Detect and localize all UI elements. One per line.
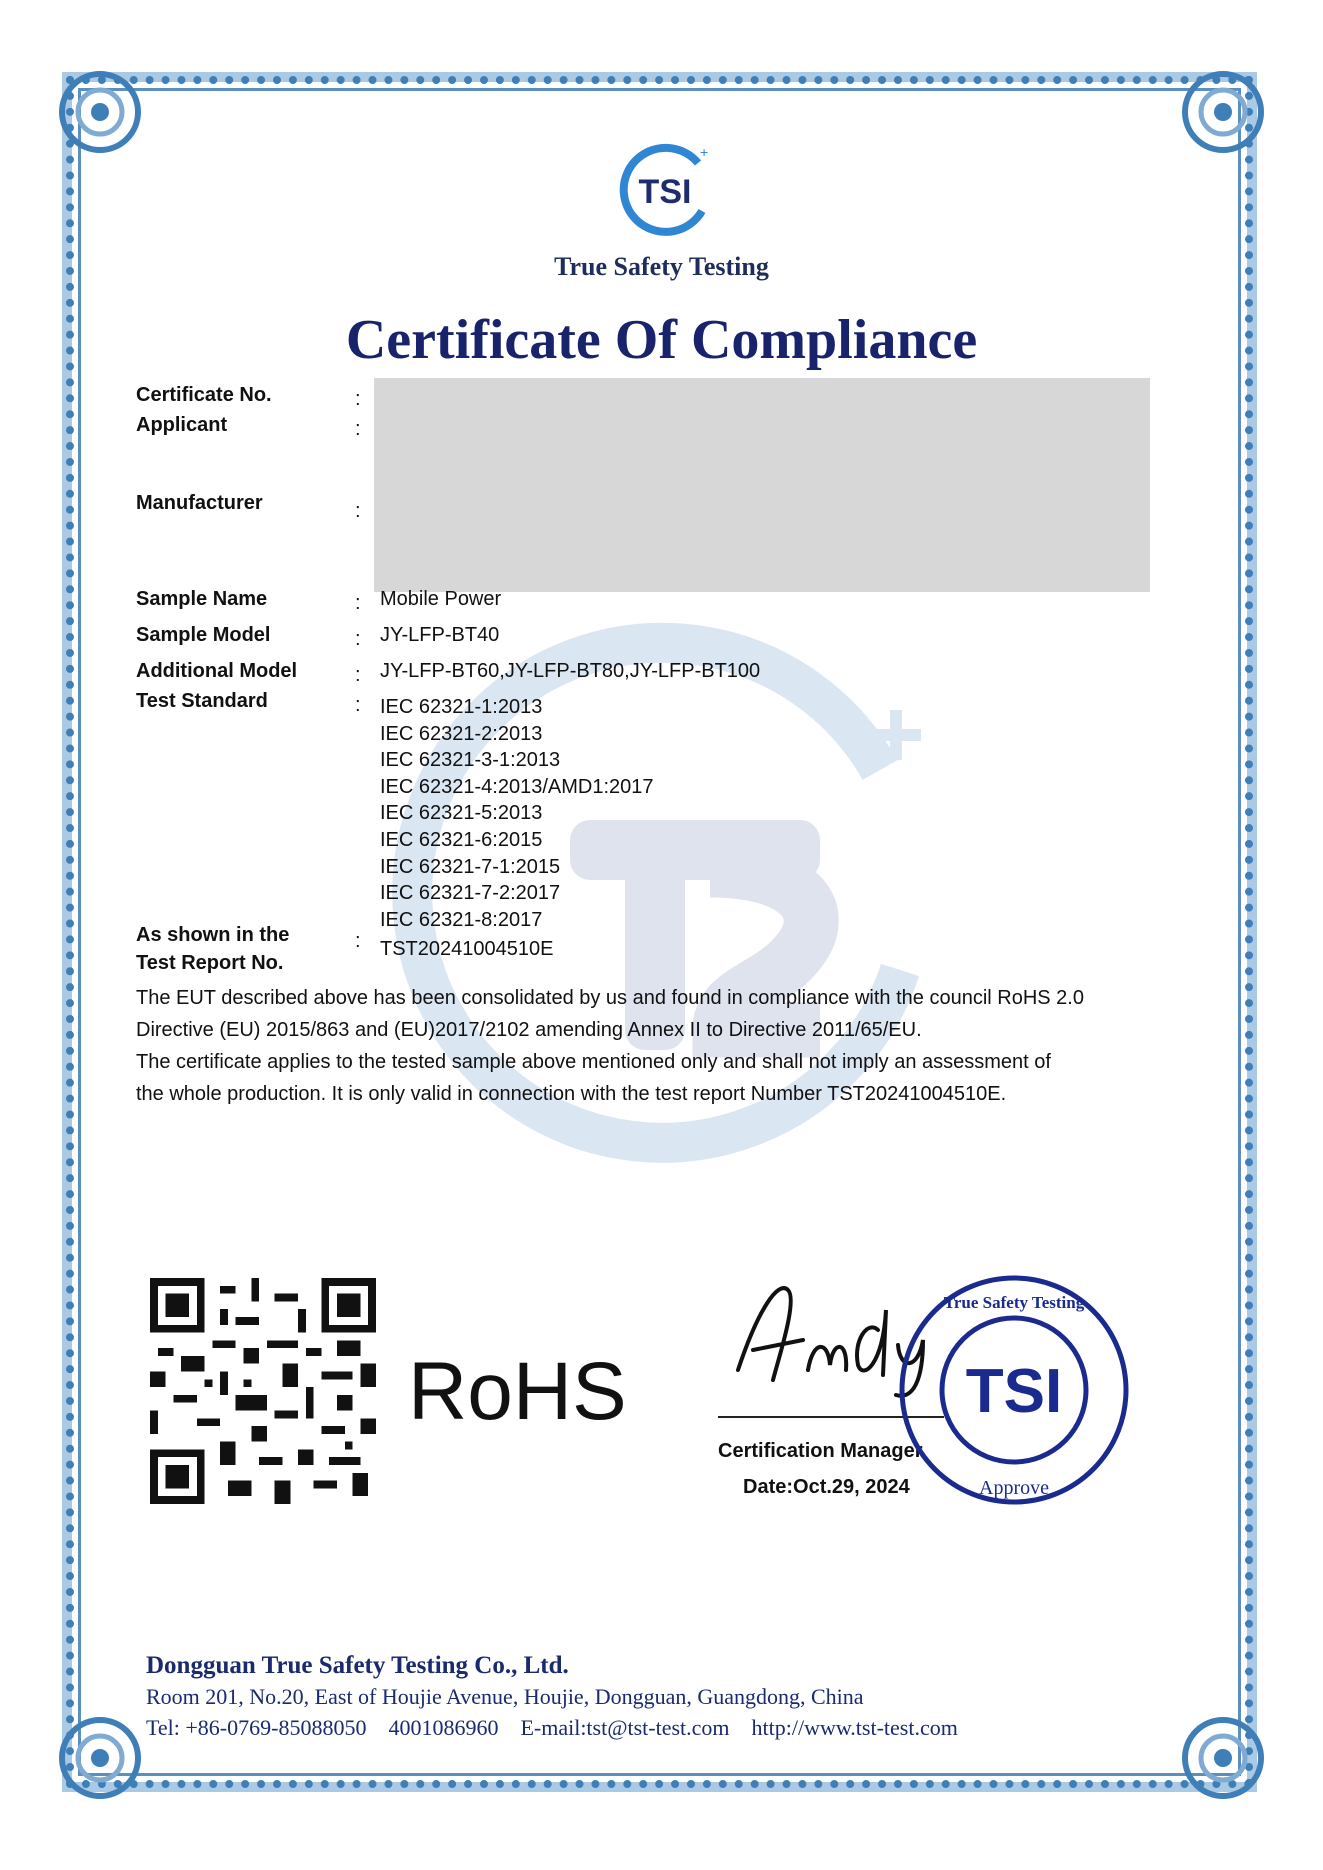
test-report-label-line1: As shown in the: [136, 924, 290, 946]
qr-code-icon: [150, 1278, 376, 1504]
svg-text:Approve: Approve: [979, 1477, 1049, 1499]
compliance-statement-line1: The EUT described above has been consolidated by us and found in compliance with the council RoHS 2.0: [136, 987, 1084, 1009]
colon: :: [355, 388, 361, 410]
signature-date: Date:Oct.29, 2024: [743, 1476, 910, 1498]
test-report-label-line2: Test Report No.: [136, 952, 284, 974]
svg-text:True Safety Testing: True Safety Testing: [943, 1293, 1085, 1312]
certificate-no-label: Certificate No.: [136, 384, 272, 406]
colon: :: [355, 694, 361, 716]
svg-text:TSI: TSI: [965, 1357, 1063, 1426]
standard-item: IEC 62321-7-1:2015: [380, 855, 561, 878]
company-seal-icon: [896, 1272, 1132, 1508]
colon: :: [355, 592, 361, 614]
standard-item: IEC 62321-7-2:2017: [380, 882, 561, 905]
sample-model-label: Sample Model: [136, 624, 271, 646]
sample-name-value: Mobile Power: [380, 588, 502, 610]
corner-ornament-bottom-right: [1173, 1708, 1273, 1808]
tsi-logo-icon: [610, 135, 720, 245]
sample-model-value: JY-LFP-BT40: [380, 624, 500, 646]
additional-model-value: JY-LFP-BT60,JY-LFP-BT80,JY-LFP-BT100: [380, 660, 761, 682]
applicant-label: Applicant: [136, 414, 228, 436]
colon: :: [355, 930, 361, 952]
standard-item: IEC 62321-5:2013: [380, 802, 543, 825]
colon: :: [355, 418, 361, 440]
corner-ornament-bottom-left: [50, 1708, 150, 1808]
scope-statement-line2: the whole production. It is only valid in connection with the test report Number TST20241004510E.: [136, 1083, 1007, 1105]
standard-item: IEC 62321-3-1:2013: [380, 749, 561, 772]
additional-model-label: Additional Model: [136, 660, 298, 682]
test-standard-label: Test Standard: [136, 690, 268, 712]
test-standard-list: [380, 694, 654, 933]
svg-text:TSI: TSI: [638, 173, 692, 211]
certificate-title: Certificate Of Compliance: [345, 309, 978, 371]
footer-company-name: Dongguan True Safety Testing Co., Ltd.: [146, 1652, 569, 1679]
corner-ornament-top-right: [1173, 62, 1273, 162]
standard-item: IEC 62321-6:2015: [380, 828, 543, 851]
colon: :: [355, 500, 361, 522]
sample-name-label: Sample Name: [136, 588, 268, 610]
standard-item: IEC 62321-8:2017: [380, 908, 543, 931]
colon: :: [355, 628, 361, 650]
footer-contact: Tel: +86-0769-85088050 4001086960 E-mail:tst@tst-test.com http://www.tst-test.com: [146, 1715, 958, 1740]
manufacturer-label: Manufacturer: [136, 492, 263, 514]
signatory-role: Certification Manager: [718, 1440, 923, 1462]
rohs-mark: RoHS: [408, 1346, 627, 1437]
test-report-value: TST20241004510E: [380, 938, 554, 960]
compliance-statement-line2: Directive (EU) 2015/863 and (EU)2017/2102 amending Annex II to Directive 2011/65/EU.: [136, 1019, 922, 1041]
brand-name: True Safety Testing: [554, 252, 769, 281]
scope-statement-line1: The certificate applies to the tested sample above mentioned only and shall not imply an assessment of: [136, 1051, 1051, 1073]
corner-ornament-top-left: [50, 62, 150, 162]
footer-address: Room 201, No.20, East of Houjie Avenue, Houjie, Dongguan, Guangdong, China: [146, 1684, 864, 1709]
redacted-region: [374, 378, 1150, 592]
standard-item: IEC 62321-1:2013: [380, 696, 543, 718]
colon: :: [355, 664, 361, 686]
standard-item: IEC 62321-4:2013/AMD1:2017: [380, 775, 654, 798]
svg-text:+: +: [700, 144, 709, 160]
standard-item: IEC 62321-2:2013: [380, 722, 543, 745]
